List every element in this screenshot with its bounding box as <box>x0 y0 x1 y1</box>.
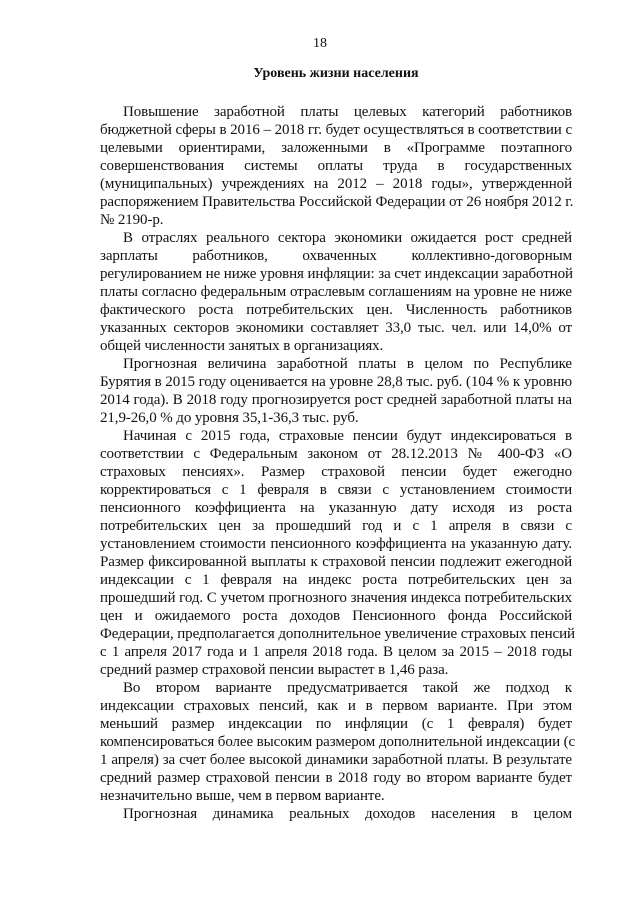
text-line: средний размер страховой пенсии вырастет в 1,46 раза. <box>100 662 449 678</box>
text-line: индексации страховых пенсий, как и в первом варианте. При этом <box>100 698 572 714</box>
text-line: пенсионного коэффициента на указанную дату исходя из роста <box>100 500 572 516</box>
text-line: Бурятия в 2015 году оценивается на уровне 28,8 тыс. руб. (104 % к уровню <box>100 374 572 390</box>
text-line: Федерации, предполагается дополнительное увеличение страховых пенсий <box>100 626 575 642</box>
text-line: незначительно выше, чем в первом варианте. <box>100 788 385 804</box>
text-line: бюджетной сферы в 2016 – 2018 гг. будет осуществляться в соответствии с <box>100 122 572 138</box>
text-line: совершенствования системы оплаты труда в государственных <box>100 158 572 174</box>
text-line: 1 апреля) за счет более высокой динамики заработной платы. В результате <box>100 752 572 768</box>
paragraph <box>100 229 572 355</box>
text-line: меньший размер индексации по инфляции (с 1 февраля) будет <box>100 716 572 732</box>
text-line: корректироваться с 1 февраля в связи с установлением стоимости <box>100 482 572 498</box>
text-line: индексации с 1 февраля на индекс роста потребительских цен за <box>100 572 572 588</box>
text-line: общей численности занятых в организациях. <box>100 338 384 354</box>
text-line: 21,9-26,0 % до уровня 35,1-36,3 тыс. руб. <box>100 410 359 426</box>
page-number: 18 <box>313 36 327 51</box>
paragraph <box>100 805 572 823</box>
text-line: (муниципальных) учреждениях на 2012 – 2018 годы», утвержденной <box>100 176 572 192</box>
text-line: фактического роста потребительских цен. Численность работников <box>100 302 572 318</box>
text-line: цен и ожидаемого роста доходов Пенсионного фонда Российской <box>100 608 572 624</box>
text-line: Прогнозная величина заработной платы в целом по Республике <box>123 356 572 372</box>
text-line: № 2190-р. <box>100 212 164 228</box>
text-line: целевыми ориентирами, заложенными в «Программе поэтапного <box>100 140 572 156</box>
paragraph <box>100 355 572 427</box>
text-line: страховых пенсиях». Размер страховой пенсии будет ежегодно <box>100 464 572 480</box>
text-line: зарплаты работников, охваченных коллективно-договорным <box>100 248 572 264</box>
text-line: соответствии с Федеральным законом от 28.12.2013 № 400-ФЗ «О <box>100 446 572 462</box>
text-line: компенсироваться более высоким размером дополнительной индексации (с <box>100 734 576 750</box>
text-line: платы согласно федеральным отраслевым соглашениям на уровне не ниже <box>100 284 572 300</box>
section-heading: Уровень жизни населения <box>253 66 419 81</box>
text-line: установлением стоимости пенсионного коэффициента на указанную дату. <box>100 536 572 552</box>
text-line: указанных секторов экономики составляет 33,0 тыс. чел. или 14,0% от <box>100 320 572 336</box>
text-line: Размер фиксированной выплаты к страховой пенсии подлежит ежегодной <box>100 554 572 570</box>
text-line: прошедший год. С учетом прогнозного значения индекса потребительских <box>100 590 572 606</box>
paragraph <box>100 679 576 805</box>
text-line: с 1 апреля 2017 года и 1 апреля 2018 года. В целом за 2015 – 2018 годы <box>100 644 572 660</box>
text-line: распоряжением Правительства Российской Федерации от 26 ноября 2012 г. <box>100 194 574 210</box>
text-line: потребительских цен за прошедший год и с 1 апреля в связи с <box>100 518 572 534</box>
paragraph <box>100 427 575 679</box>
text-line: Во втором варианте предусматривается такой же подход к <box>123 680 572 696</box>
text-line: Повышение заработной платы целевых категорий работников <box>123 104 572 120</box>
document-body <box>100 103 576 823</box>
text-line: В отраслях реального сектора экономики ожидается рост средней <box>123 230 572 246</box>
text-line: 2014 года). В 2018 году прогнозируется рост средней заработной платы на <box>100 392 572 408</box>
text-line: регулированием не ниже уровня инфляции: за счет индексации заработной <box>100 266 573 282</box>
text-line: Начиная с 2015 года, страховые пенсии будут индексироваться в <box>123 428 572 444</box>
text-line: средний размер страховой пенсии в 2018 году во втором варианте будет <box>100 770 572 786</box>
text-line: Прогнозная динамика реальных доходов населения в целом <box>123 806 572 822</box>
paragraph <box>100 103 572 229</box>
